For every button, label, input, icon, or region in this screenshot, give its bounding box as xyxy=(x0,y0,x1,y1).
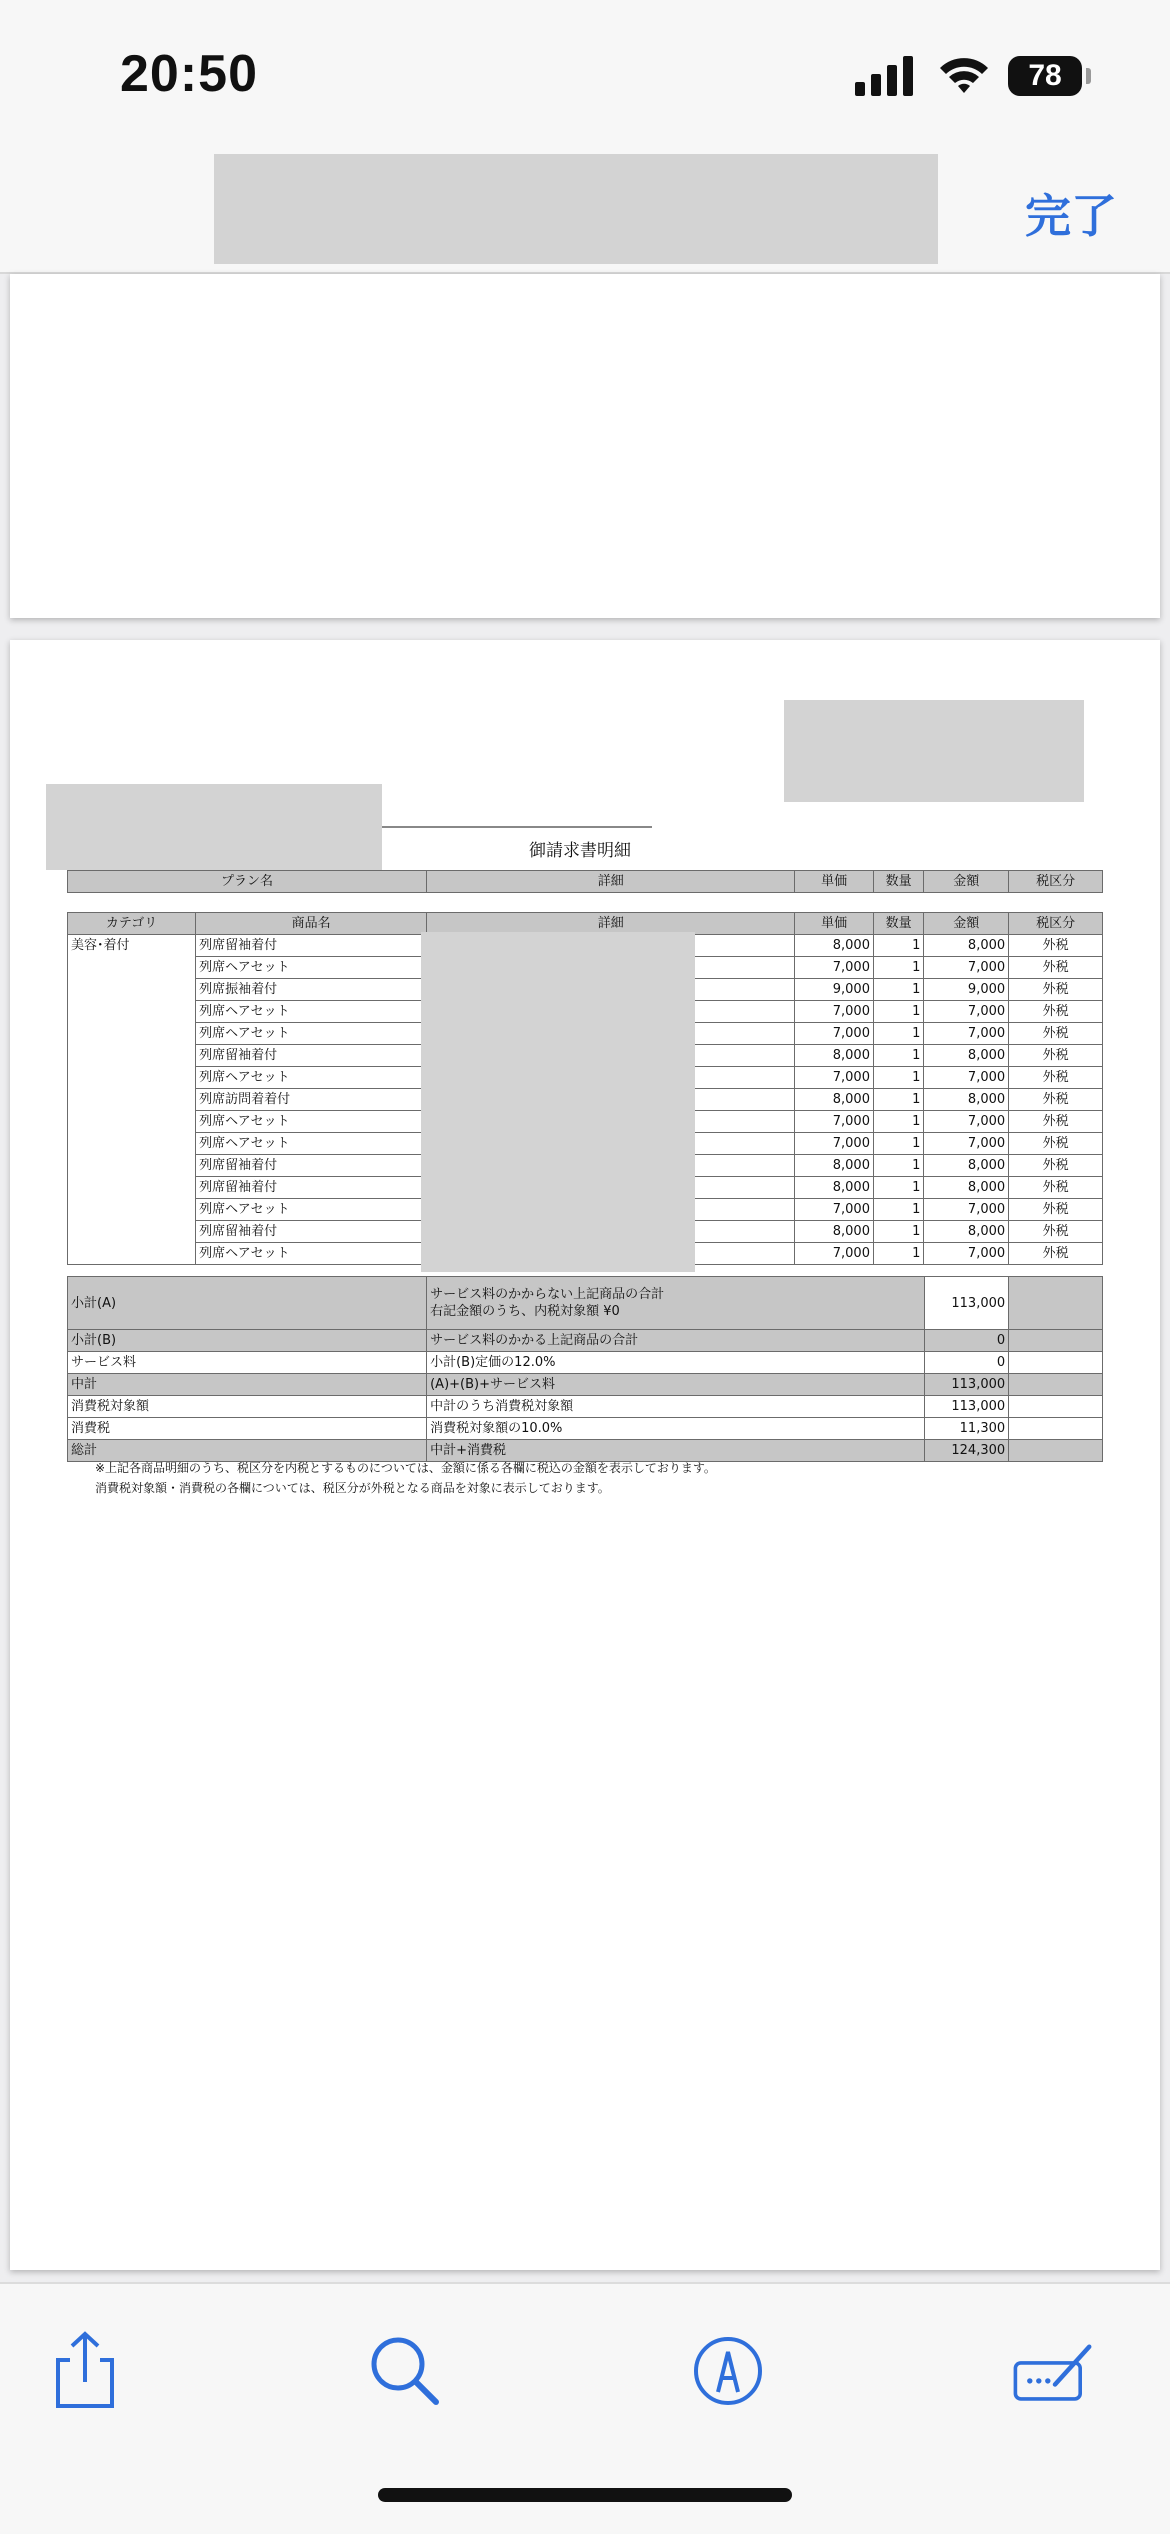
item-amount: 7,000 xyxy=(924,1243,1009,1265)
done-button[interactable]: 完了 xyxy=(1025,189,1117,243)
summary-detail: 中計+消費税 xyxy=(427,1440,925,1462)
item-qty: 1 xyxy=(873,979,923,1001)
item-name: 列席留袖着付 xyxy=(196,1045,427,1067)
item-qty: 1 xyxy=(873,1243,923,1265)
summary-row xyxy=(68,1374,1103,1396)
subtotal-a-row xyxy=(68,1277,1103,1330)
subtotal-a-label: 小計(A) xyxy=(68,1277,427,1330)
item-tax: 外税 xyxy=(1009,1133,1103,1155)
summary-label: 小計(B) xyxy=(68,1330,427,1352)
item-amount: 7,000 xyxy=(924,1067,1009,1089)
item-price: 8,000 xyxy=(795,1221,874,1243)
item-name: 列席ヘアセット xyxy=(196,1199,427,1221)
item-name: 列席ヘアセット xyxy=(196,1243,427,1265)
summary-detail: 小計(B)定価の12.0% xyxy=(427,1352,925,1374)
items-header-price: 単価 xyxy=(795,913,874,935)
plan-header-row xyxy=(68,871,1103,893)
plan-header-price: 単価 xyxy=(795,871,874,893)
item-tax: 外税 xyxy=(1009,1089,1103,1111)
item-price: 8,000 xyxy=(795,1155,874,1177)
items-header-amount: 金額 xyxy=(924,913,1009,935)
note-2: 消費税対象額・消費税の各欄については、税区分が外税となる商品を対象に表示しております。 xyxy=(95,1481,610,1495)
signature-icon[interactable] xyxy=(1010,2326,1100,2416)
redacted-item-details xyxy=(421,932,695,1272)
items-header-name: 商品名 xyxy=(196,913,427,935)
item-price: 8,000 xyxy=(795,1177,874,1199)
plan-header-qty: 数量 xyxy=(873,871,923,893)
subtotal-a-detail-line2: 右記金額のうち、内税対象額 ¥0 xyxy=(430,1304,620,1319)
item-name: 列席ヘアセット xyxy=(196,1023,427,1045)
summary-label: 消費税対象額 xyxy=(68,1396,427,1418)
item-tax: 外税 xyxy=(1009,1221,1103,1243)
item-price: 7,000 xyxy=(795,1243,874,1265)
summary-body xyxy=(68,1330,1103,1462)
summary-blank xyxy=(1009,1330,1103,1352)
summary-row xyxy=(68,1330,1103,1352)
item-tax: 外税 xyxy=(1009,1067,1103,1089)
document-title: 御請求書明細 xyxy=(529,841,631,861)
item-name: 列席留袖着付 xyxy=(196,1221,427,1243)
subtotal-a-blank xyxy=(1009,1277,1103,1330)
item-name: 列席ヘアセット xyxy=(196,1001,427,1023)
plan-table xyxy=(67,870,1103,893)
item-name: 列席訪問着着付 xyxy=(196,1089,427,1111)
item-tax: 外税 xyxy=(1009,1155,1103,1177)
item-amount: 7,000 xyxy=(924,957,1009,979)
item-price: 7,000 xyxy=(795,957,874,979)
summary-blank xyxy=(1009,1440,1103,1462)
item-tax: 外税 xyxy=(1009,957,1103,979)
summary-label: サービス料 xyxy=(68,1352,427,1374)
item-name: 列席ヘアセット xyxy=(196,1111,427,1133)
summary-row xyxy=(68,1418,1103,1440)
home-indicator xyxy=(378,2488,792,2502)
item-price: 9,000 xyxy=(795,979,874,1001)
summary-amount: 0 xyxy=(925,1352,1009,1374)
plan-header-amount: 金額 xyxy=(924,871,1009,893)
summary-amount: 113,000 xyxy=(925,1396,1009,1418)
item-amount: 7,000 xyxy=(924,1199,1009,1221)
note-1: ※上記各商品明細のうち、税区分を内税とするものについては、金額に係る各欄に税込の金額を表示しております。 xyxy=(95,1461,716,1475)
subtotal-a-detail xyxy=(427,1277,925,1330)
item-tax: 外税 xyxy=(1009,1045,1103,1067)
item-tax: 外税 xyxy=(1009,1199,1103,1221)
summary-amount: 11,300 xyxy=(925,1418,1009,1440)
item-amount: 9,000 xyxy=(924,979,1009,1001)
item-qty: 1 xyxy=(873,1221,923,1243)
redacted-recipient xyxy=(46,784,382,870)
summary-amount: 113,000 xyxy=(925,1374,1009,1396)
status-bar xyxy=(0,0,1170,150)
item-qty: 1 xyxy=(873,1067,923,1089)
notes xyxy=(95,1458,716,1498)
item-amount: 8,000 xyxy=(924,1155,1009,1177)
item-name: 列席ヘアセット xyxy=(196,957,427,979)
subtotal-a-detail-line1: サービス料のかからない上記商品の合計 xyxy=(430,1287,665,1302)
item-qty: 1 xyxy=(873,957,923,979)
item-qty: 1 xyxy=(873,1001,923,1023)
item-name: 列席留袖着付 xyxy=(196,1155,427,1177)
search-icon[interactable] xyxy=(360,2326,450,2416)
item-qty: 1 xyxy=(873,1155,923,1177)
item-name: 列席留袖着付 xyxy=(196,1177,427,1199)
item-price: 7,000 xyxy=(795,1199,874,1221)
item-amount: 8,000 xyxy=(924,935,1009,957)
item-tax: 外税 xyxy=(1009,1243,1103,1265)
item-tax: 外税 xyxy=(1009,1023,1103,1045)
item-price: 7,000 xyxy=(795,1023,874,1045)
item-qty: 1 xyxy=(873,1111,923,1133)
item-price: 8,000 xyxy=(795,1089,874,1111)
item-amount: 8,000 xyxy=(924,1177,1009,1199)
item-name: 列席ヘアセット xyxy=(196,1067,427,1089)
item-amount: 7,000 xyxy=(924,1133,1009,1155)
summary-amount: 124,300 xyxy=(925,1440,1009,1462)
redacted-issuer xyxy=(784,700,1084,802)
summary-detail: サービス料のかかる上記商品の合計 xyxy=(427,1330,925,1352)
item-amount: 7,000 xyxy=(924,1111,1009,1133)
item-tax: 外税 xyxy=(1009,1001,1103,1023)
pdf-page-2 xyxy=(10,640,1160,2270)
item-qty: 1 xyxy=(873,1199,923,1221)
summary-label: 総計 xyxy=(68,1440,427,1462)
subtotal-a-amount: 113,000 xyxy=(925,1277,1009,1330)
item-amount: 7,000 xyxy=(924,1023,1009,1045)
title-underline xyxy=(382,826,652,828)
summary-amount: 0 xyxy=(925,1330,1009,1352)
summary-blank xyxy=(1009,1396,1103,1418)
battery-tip xyxy=(1086,68,1091,84)
summary-blank xyxy=(1009,1374,1103,1396)
item-price: 7,000 xyxy=(795,1067,874,1089)
item-qty: 1 xyxy=(873,1045,923,1067)
items-header-qty: 数量 xyxy=(873,913,923,935)
summary-table xyxy=(67,1276,1103,1462)
item-qty: 1 xyxy=(873,1177,923,1199)
item-qty: 1 xyxy=(873,935,923,957)
navigation-bar xyxy=(0,150,1170,274)
redacted-title xyxy=(214,154,938,264)
pdf-page-1 xyxy=(10,274,1160,618)
item-name: 列席ヘアセット xyxy=(196,1133,427,1155)
item-amount: 8,000 xyxy=(924,1045,1009,1067)
item-amount: 8,000 xyxy=(924,1221,1009,1243)
summary-label: 中計 xyxy=(68,1374,427,1396)
item-amount: 8,000 xyxy=(924,1089,1009,1111)
item-category: 美容･着付 xyxy=(68,935,196,1265)
item-tax: 外税 xyxy=(1009,935,1103,957)
item-tax: 外税 xyxy=(1009,979,1103,1001)
item-amount: 7,000 xyxy=(924,1001,1009,1023)
status-time: 20:50 xyxy=(120,45,258,103)
item-tax: 外税 xyxy=(1009,1111,1103,1133)
share-icon[interactable] xyxy=(40,2326,130,2416)
markup-icon[interactable] xyxy=(683,2326,773,2416)
item-price: 8,000 xyxy=(795,1045,874,1067)
item-price: 8,000 xyxy=(795,935,874,957)
items-header-detail: 詳細 xyxy=(427,913,795,935)
item-tax: 外税 xyxy=(1009,1177,1103,1199)
summary-detail: (A)+(B)+サービス料 xyxy=(427,1374,925,1396)
plan-header-detail: 詳細 xyxy=(427,871,795,893)
plan-header-tax: 税区分 xyxy=(1009,871,1103,893)
summary-row xyxy=(68,1352,1103,1374)
item-price: 7,000 xyxy=(795,1133,874,1155)
cellular-signal-icon xyxy=(855,56,915,96)
item-qty: 1 xyxy=(873,1023,923,1045)
summary-label: 消費税 xyxy=(68,1418,427,1440)
item-name: 列席振袖着付 xyxy=(196,979,427,1001)
item-price: 7,000 xyxy=(795,1001,874,1023)
summary-detail: 消費税対象額の10.0% xyxy=(427,1418,925,1440)
item-qty: 1 xyxy=(873,1089,923,1111)
items-header-category: カテゴリ xyxy=(68,913,196,935)
summary-blank xyxy=(1009,1418,1103,1440)
item-name: 列席留袖着付 xyxy=(196,935,427,957)
item-qty: 1 xyxy=(873,1133,923,1155)
battery-indicator xyxy=(1008,56,1090,96)
items-header-tax: 税区分 xyxy=(1009,913,1103,935)
summary-detail: 中計のうち消費税対象額 xyxy=(427,1396,925,1418)
item-price: 7,000 xyxy=(795,1111,874,1133)
summary-row xyxy=(68,1396,1103,1418)
plan-header-plan: プラン名 xyxy=(68,871,427,893)
summary-blank xyxy=(1009,1352,1103,1374)
wifi-icon xyxy=(938,52,990,96)
battery-level: 78 xyxy=(1008,56,1082,96)
